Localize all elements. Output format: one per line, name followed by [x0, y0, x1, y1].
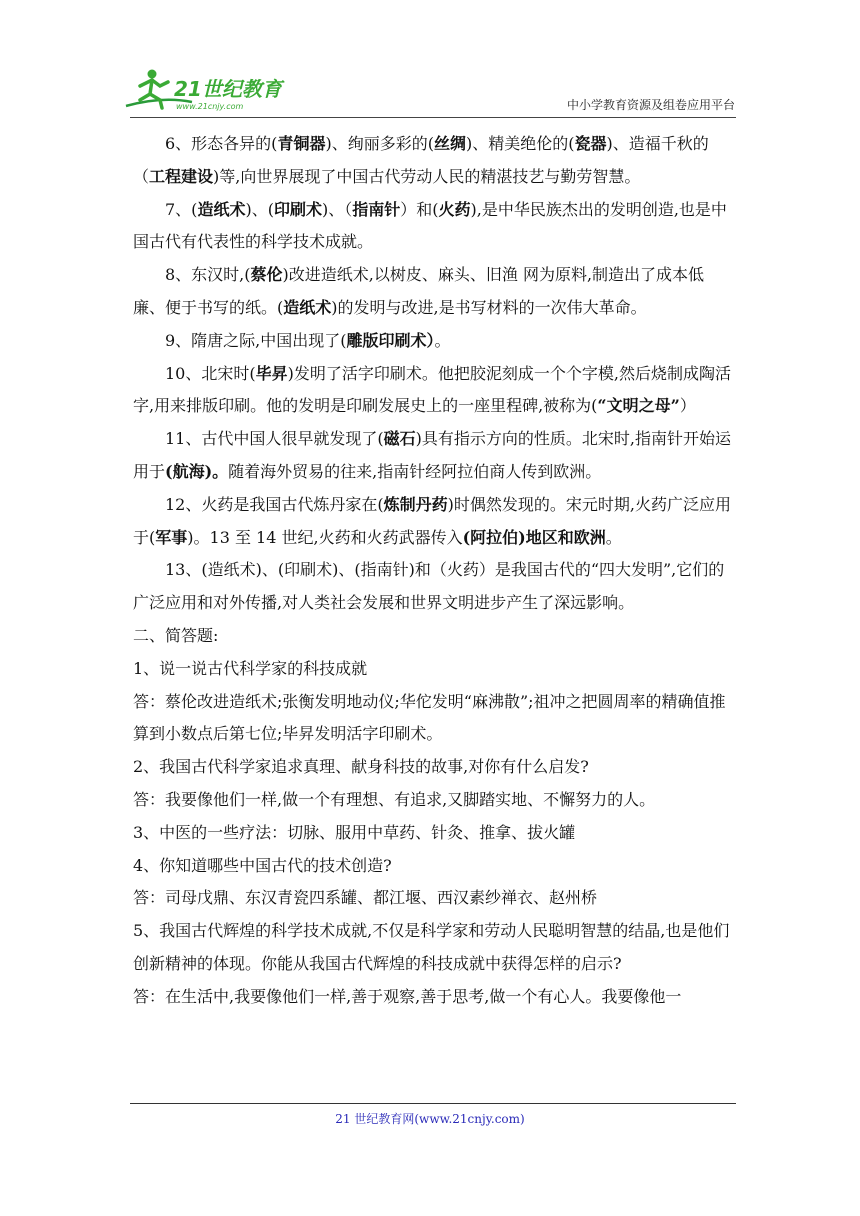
- document-body: [133, 128, 735, 1014]
- paragraph-text: ）: [679, 396, 696, 416]
- paragraph-text: ）和(: [400, 199, 439, 219]
- paragraph-text: 7、(: [165, 199, 198, 219]
- answer-keyword: 青铜器: [277, 134, 326, 153]
- paragraph-text: )、(: [245, 199, 274, 219]
- section-title: 二、简答题:: [133, 625, 219, 645]
- footer-text: 21 世纪教育网(www.21cnjy.com): [335, 1112, 525, 1126]
- answer-paragraph: [133, 554, 735, 620]
- answer-keyword: 丝绸: [433, 134, 466, 153]
- paragraph-text: 。: [605, 527, 622, 547]
- paragraph-text: 11、古代中国人很早就发现了(: [165, 429, 384, 449]
- question-line: 5、我国古代辉煌的科学技术成就,不仅是科学家和劳动人民聪明智慧的结晶,也是他们创新精神的体现。你能从我国古代辉煌的科技成就中获得怎样的启示?: [133, 921, 730, 973]
- paragraph-text: )具有指示方向的性质。北宋时,指南针开始运用于: [133, 429, 731, 481]
- answer-line: 答：在生活中,我要像他们一样,善于观察,善于思考,做一个有心人。我要像他一: [133, 986, 682, 1006]
- answer-paragraph: [133, 358, 735, 424]
- paragraph-text: 12、火药是我国古代炼丹家在(: [165, 494, 384, 514]
- fill-in-answers: [133, 128, 735, 620]
- answer-line: 答：司母戊鼎、东汉青瓷四系罐、都江堰、西汉素纱禅衣、赵州桥: [133, 888, 598, 908]
- paragraph-text: 9、隋唐之际,中国出现了(: [165, 330, 347, 350]
- answer-keyword: “文明之母”: [597, 396, 680, 416]
- paragraph-text: )等,向世界展现了中国古代劳动人民的精湛技艺与勤劳智慧。: [213, 166, 641, 186]
- paragraph-text: )。13 至 14 世纪,火药和火药武器传入: [187, 527, 463, 547]
- paragraph-text: )、（: [321, 199, 353, 219]
- answer-paragraph: [133, 325, 735, 358]
- answer-keyword: 蔡伦: [250, 265, 283, 285]
- logo-title: 21世纪教育: [174, 77, 282, 101]
- answer-keyword: 磁石: [383, 429, 416, 449]
- answer-keyword: 工程建设: [149, 166, 214, 186]
- paragraph-text: 10、北宋时(: [165, 363, 256, 383]
- question-line: 1、说一说古代科学家的科技成就: [133, 658, 368, 678]
- answer-keyword: 军事: [155, 527, 188, 547]
- paragraph-text: )、绚丽多彩的(: [325, 134, 434, 153]
- answer-paragraph: [133, 423, 735, 489]
- answer-keyword: 印刷术: [273, 199, 322, 219]
- paragraph-text: )时偶然发现的。宋元时期,火药广泛应用于(: [133, 494, 731, 547]
- footer-divider: [130, 1103, 736, 1104]
- answer-keyword: 雕版印刷术）: [346, 330, 435, 350]
- paragraph-text: ),是中华民族杰出的发明创造,也是中国古代有代表性的科学技术成就。: [133, 199, 727, 252]
- paragraph-text: 13、(造纸术)、(印刷术)、(指南针)和（火药）是我国古代的“四大发明”,它们的广泛应用和对外传播,对人类社会发展和世界文明进步产生了深远影响。: [133, 560, 725, 613]
- answer-keyword: 火药: [438, 199, 471, 219]
- answer-keyword: 毕昇: [255, 363, 288, 383]
- question-line: 4、你知道哪些中国古代的技术创造?: [133, 855, 392, 875]
- paragraph-text: )、精美绝伦的(: [465, 134, 575, 153]
- paragraph-text: )发明了活字印刷术。他把胶泥刻成一个个字模,然后烧制成陶活字,用来排版印刷。他的发明是印刷发展史上的一座里程碑,被称为(: [133, 363, 731, 416]
- paragraph-text: )、造福千秋的（: [133, 134, 709, 186]
- short-answer-list: [133, 653, 735, 1014]
- logo-21cnjy: [122, 66, 292, 114]
- answer-keyword: 指南针: [352, 199, 401, 219]
- header-divider: [130, 117, 736, 118]
- paragraph-text: 6、形态各异的(: [165, 134, 278, 153]
- answer-paragraph: [133, 194, 735, 260]
- question-line: 2、我国古代科学家追求真理、献身科技的故事,对你有什么启发?: [133, 757, 589, 777]
- answer-keyword: 造纸术: [283, 297, 332, 317]
- answer-keyword: 炼制丹药: [383, 494, 448, 514]
- paragraph-text: 随着海外贸易的往来,指南针经阿拉伯商人传到欧洲。: [228, 461, 602, 481]
- paragraph-text: )的发明与改进,是书写材料的一次伟大革命。: [331, 297, 647, 317]
- paragraph-text: )改进造纸术,以树皮、麻头、旧渔 网为原料,制造出了成本低廉、便于书写的纸。(: [133, 265, 705, 317]
- answer-paragraph: [133, 259, 735, 325]
- answer-paragraph: [133, 128, 735, 194]
- answer-keyword: 瓷器: [574, 134, 607, 153]
- question-line: 3、中医的一些疗法：切脉、服用中草药、针灸、推拿、拔火罐: [133, 822, 576, 842]
- platform-name: 中小学教育资源及组卷应用平台: [566, 98, 735, 112]
- logo-url: www.21cnjy.com: [176, 102, 244, 111]
- paragraph-text: 8、东汉时,(: [165, 265, 251, 285]
- answer-paragraph: [133, 489, 735, 555]
- answer-keyword: (阿拉伯)地区和欧洲: [462, 527, 606, 547]
- answer-line: 答：我要像他们一样,做一个有理想、有追求,又脚踏实地、不懈努力的人。: [133, 789, 656, 809]
- paragraph-text: 。: [434, 330, 451, 350]
- answer-line: 答：蔡伦改进造纸术;张衡发明地动仪;华佗发明“麻沸散”;祖冲之把圆周率的精确值推算到小数点后第七位;毕昇发明活字印刷术。: [133, 691, 726, 744]
- answer-keyword: (航海)。: [165, 461, 229, 481]
- answer-keyword: 造纸术: [197, 199, 246, 219]
- page-header: [0, 0, 860, 125]
